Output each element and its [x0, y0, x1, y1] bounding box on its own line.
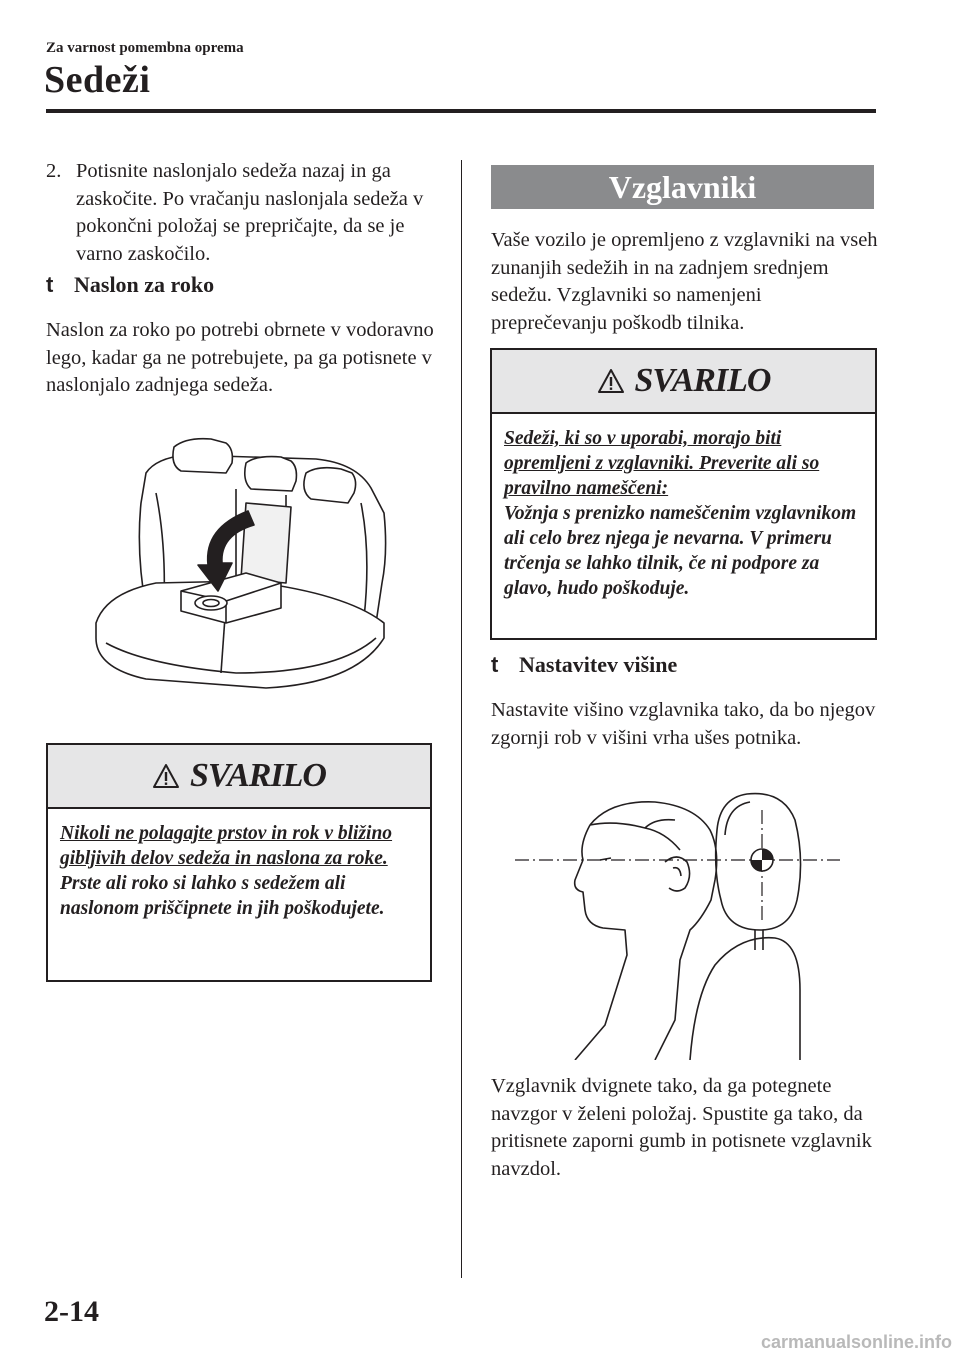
warning-text: Vožnja s prenizko nameščenim vzglavnikom ali celo brez njega je nevarna. V primeru trčenja se lahko tilnik, če ni podpore za glavo, hudo poškoduje. [504, 503, 857, 599]
warning-header [48, 745, 430, 809]
armrest-heading [46, 272, 214, 298]
step-number: 2. [46, 160, 62, 182]
page-number: 2-14 [44, 1295, 99, 1328]
headrest-height-illustration [515, 790, 840, 1060]
adjust-instructions: Vzglavnik dvignete tako, da ga potegnete navzgor v želeni položaj. Spustite ga tako, da pritisnete zaporni gumb in potisnete vzglavnik navzdol. [491, 1075, 872, 1180]
warning-body [48, 809, 430, 921]
warning-title: SVARILO [634, 362, 771, 399]
warning-header [492, 350, 875, 414]
bullet-icon: t [491, 652, 499, 677]
warning-text: Prste ali roko si lahko s sedežem ali naslonom priščipnete in jih poškodujete. [60, 873, 385, 919]
warning-title: SVARILO [190, 757, 326, 794]
headrest-warning-box [490, 348, 877, 640]
watermark: carmanualsonline.info [760, 1332, 952, 1352]
section-label: Za varnost pomembna oprema [46, 40, 244, 56]
armrest-warning-box [46, 743, 432, 982]
column-divider [461, 160, 462, 1278]
warning-triangle-icon [152, 763, 180, 789]
warning-triangle-icon [597, 368, 625, 394]
page-title: Sedeži [44, 59, 151, 101]
warning-body [492, 414, 875, 601]
warning-underlined-text: Nikoli ne polagajte prstov in rok v bližino gibljivih delov sedeža in naslona za roke. [60, 823, 393, 869]
armrest-heading-text: Naslon za roko [74, 272, 215, 297]
warning-underlined-text: Sedeži, ki so v uporabi, morajo biti opremljeni z vzglavniki. Preverite ali so pravilno nameščeni: [504, 428, 820, 499]
section-title-bar: Vzglavniki [491, 165, 874, 209]
header-rule [46, 109, 876, 113]
height-heading [491, 652, 677, 678]
height-paragraph: Nastavite višino vzglavnika tako, da bo njegov zgornji rob v višini vrha ušes potnika. [491, 699, 876, 749]
step-2 [46, 158, 446, 268]
step-text: Potisnite naslonjalo sedeža nazaj in ga zaskočite. Po vračanju naslonjala sedeža v pokončni položaj se prepričajte, da se je varno zaskočilo. [76, 160, 424, 265]
armrest-paragraph: Naslon za roko po potrebi obrnete v vodoravno lego, kadar ga ne potrebujete, pa ga potisnete v naslonjalo zadnjega sedeža. [46, 319, 434, 396]
bullet-icon: t [46, 272, 54, 297]
height-heading-text: Nastavitev višine [519, 652, 678, 677]
rear-seat-illustration [86, 433, 391, 693]
headrest-intro: Vaše vozilo je opremljeno z vzglavniki na vseh zunanjih sedežih in na zadnjem srednjem sedežu. Vzglavniki so namenjeni preprečevanju poškodb tilnika. [491, 229, 878, 334]
